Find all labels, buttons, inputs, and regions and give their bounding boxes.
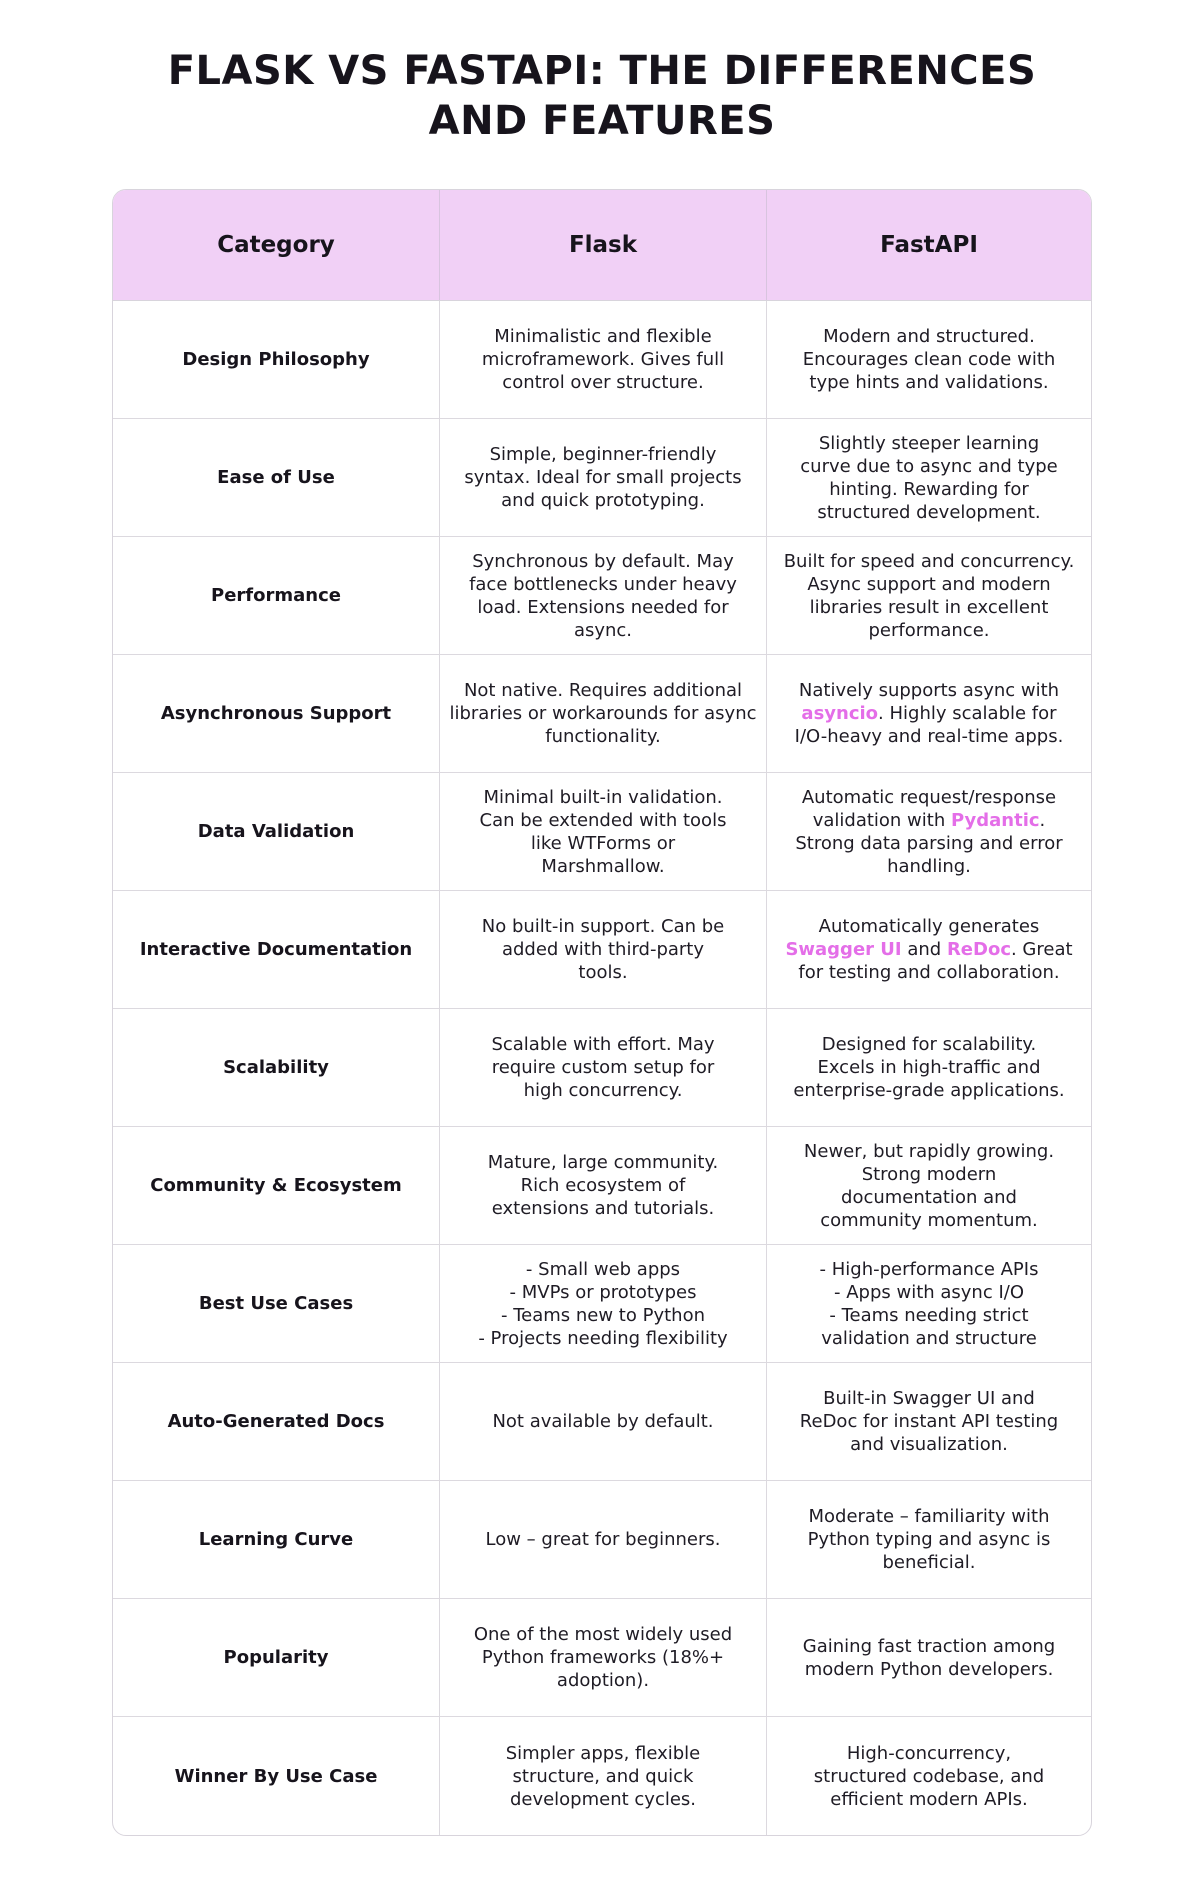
fastapi-cell: Designed for scalability. Excels in high-traffic and enterprise-grade applications. (793, 1034, 1065, 1101)
category-cell: Community & Ecosystem (113, 1127, 440, 1244)
table-row (113, 1599, 1091, 1717)
flask-cell: Low – great for beginners. (440, 1481, 767, 1598)
fastapi-cell: Moderate – familiarity with Python typing and async is beneficial. (807, 1506, 1051, 1573)
table-row (113, 301, 1091, 419)
fastapi-cell: High-concurrency, structured codebase, and efficient modern APIs. (813, 1742, 1045, 1810)
category-cell: Design Philosophy (113, 301, 440, 418)
flask-cell: Not native. Requires additional libraries or workarounds for async functionality. (440, 655, 767, 772)
flask-cell: No built-in support. Can be added with third-party tools. (440, 891, 767, 1008)
fastapi-cell (767, 891, 1091, 1008)
category-cell: Performance (113, 537, 440, 654)
category-cell: Learning Curve (113, 1481, 440, 1598)
category-cell: Interactive Documentation (113, 891, 440, 1008)
header-fastapi: FastAPI (880, 232, 978, 258)
asyncio-link[interactable]: asyncio (801, 703, 879, 724)
flask-cell: Simple, beginner-friendly syntax. Ideal for small projects and quick prototyping. (440, 419, 767, 536)
flask-cell: Mature, large community. Rich ecosystem of extensions and tutorials. (440, 1127, 767, 1244)
fastapi-cell: Built for speed and concurrency. Async support and modern libraries result in excellent performance. (783, 550, 1075, 641)
fastapi-cell: - High-performance APIs - Apps with async I/O - Teams needing strict validation and structure (819, 1258, 1039, 1349)
table-row (113, 1127, 1091, 1245)
flask-cell: Not available by default. (440, 1363, 767, 1480)
fastapi-text: Automatically generates (818, 916, 1040, 937)
fastapi-text: and (901, 939, 947, 960)
fastapi-text: . Great for testing and collaboration. (798, 939, 1073, 983)
fastapi-cell: Modern and structured. Encourages clean code with type hints and validations. (802, 326, 1056, 393)
fastapi-text: Automatic request/response validation with (801, 786, 1057, 831)
flask-cell: Minimalistic and flexible microframework. Gives full control over structure. (440, 301, 767, 418)
comparison-table (112, 189, 1092, 1836)
fastapi-cell (767, 773, 1091, 890)
flask-cell: Synchronous by default. May face bottlenecks under heavy load. Extensions needed for async. (440, 537, 767, 654)
table-row (113, 1009, 1091, 1127)
category-cell: Winner By Use Case (113, 1717, 440, 1835)
header-category: Category (113, 190, 440, 300)
category-cell: Auto-Generated Docs (113, 1363, 440, 1480)
flask-cell: One of the most widely used Python frameworks (18%+ adoption). (440, 1599, 767, 1716)
table-row (113, 1245, 1091, 1363)
fastapi-cell (767, 655, 1091, 772)
fastapi-cell: Slightly steeper learning curve due to async and type hinting. Rewarding for structured development. (800, 432, 1058, 523)
table-row (113, 1717, 1091, 1835)
table-row (113, 419, 1091, 537)
flask-cell: Simpler apps, flexible structure, and quick development cycles. (440, 1717, 767, 1835)
table-row (113, 1481, 1091, 1599)
flask-cell: Minimal built-in validation. Can be extended with tools like WTForms or Marshmallow. (440, 773, 767, 890)
table-header-row (113, 190, 1091, 301)
category-cell: Scalability (113, 1009, 440, 1126)
table-row (113, 1363, 1091, 1481)
fastapi-cell: Gaining fast traction among modern Python developers. (802, 1635, 1056, 1680)
category-cell: Ease of Use (113, 419, 440, 536)
page-title (0, 46, 1204, 146)
category-cell: Best Use Cases (113, 1245, 440, 1362)
fastapi-text: Natively supports async with (798, 680, 1060, 701)
table-row (113, 655, 1091, 773)
fastapi-cell: Built-in Swagger UI and ReDoc for instant API testing and visualization. (799, 1388, 1059, 1455)
flask-cell: Scalable with effort. May require custom setup for high concurrency. (440, 1009, 767, 1126)
title-line-2: AND FEATURES (428, 98, 776, 144)
header-flask: Flask (440, 190, 767, 300)
fastapi-text: . Strong data parsing and error handling. (795, 809, 1063, 877)
title-line-1: FLASK VS FASTAPI: THE DIFFERENCES (167, 48, 1037, 94)
category-cell: Asynchronous Support (113, 655, 440, 772)
fastapi-cell: Newer, but rapidly growing. Strong modern documentation and community momentum. (803, 1140, 1055, 1231)
table-row (113, 537, 1091, 655)
pydantic-link[interactable]: Pydantic (950, 809, 1040, 831)
fastapi-text: . Highly scalable for I/O-heavy and real-time apps. (794, 703, 1064, 747)
category-cell: Data Validation (113, 773, 440, 890)
category-cell: Popularity (113, 1599, 440, 1716)
flask-cell: - Small web apps - MVPs or prototypes - Teams new to Python - Projects needing flexibility (440, 1245, 767, 1362)
table-row (113, 773, 1091, 891)
table-row (113, 891, 1091, 1009)
swagger-ui-link[interactable]: Swagger UI (785, 939, 902, 960)
redoc-link[interactable]: ReDoc (946, 939, 1011, 960)
